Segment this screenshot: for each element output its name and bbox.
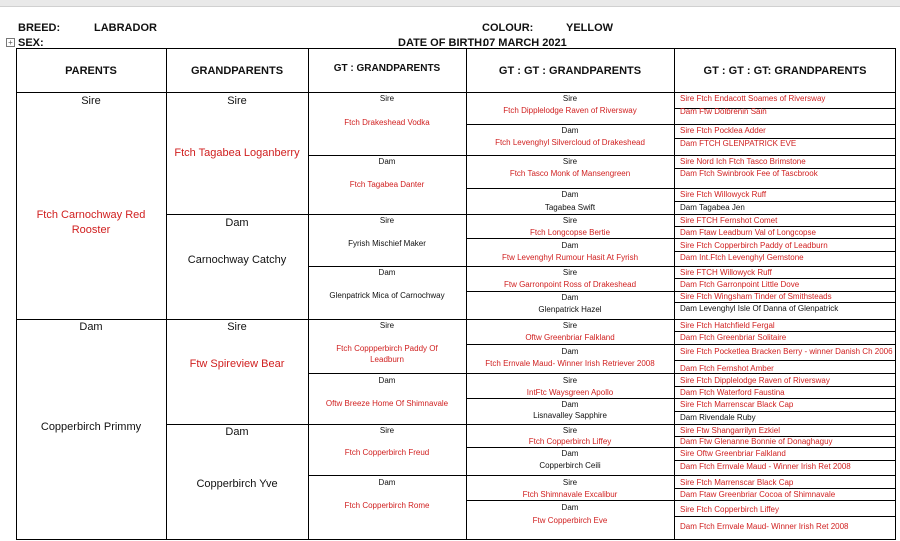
gggp-name: Oftw Greenbriar Falkland (525, 333, 615, 342)
row-line (674, 460, 896, 461)
gggg-entry: Sire Ftch Endacott Soames of Riversway (680, 94, 826, 103)
gggp-name: Tagabea Swift (544, 203, 596, 212)
gggp-role: Dam (561, 293, 579, 302)
breed-label: BREED: (18, 22, 61, 34)
gggp-role: Sire (562, 94, 578, 103)
gggp-split-line (466, 398, 896, 399)
gggp-role: Sire (562, 157, 578, 166)
col-divider (674, 48, 675, 540)
gggg-entry: Dam Rivendale Ruby (680, 413, 756, 422)
gggp-name: Lisnavalley Sapphire (533, 411, 607, 420)
gggp-role: Dam (561, 241, 579, 250)
ggp-name: Fyrish Mischief Maker (348, 239, 426, 248)
gp-role: Sire (227, 321, 247, 333)
expand-icon[interactable]: + (6, 38, 15, 47)
gggp-role: Dam (561, 190, 579, 199)
gp-split-line (166, 214, 896, 215)
gggp-name: Ftw Levenghyl Rumour Hasit At Fyrish (501, 253, 639, 262)
row-line (674, 516, 896, 517)
col-header-parents: PARENTS (65, 65, 117, 77)
gggg-entry: Sire Ftch Pocketlea Bracken Berry - winner Danish Ch 2006 (680, 347, 893, 356)
gggg-entry: Dam Ftch Fernshot Amber (680, 364, 774, 373)
gggg-entry: Sire Ftch Wingsham Tinder of Smithsteads (680, 292, 832, 301)
header-row-line (16, 92, 896, 93)
gggp-role: Sire (562, 426, 578, 435)
gggp-role: Dam (561, 126, 579, 135)
ggp-role: Dam (378, 268, 396, 277)
parent-dam-role: Dam (79, 321, 103, 333)
gggg-entry: Sire Ftch Marrenscar Black Cap (680, 400, 794, 409)
parent-dam-name: Copperbirch Primmy (40, 421, 142, 433)
col-divider (166, 48, 167, 540)
gggg-entry: Dam Int.Ftch Levenghyl Gemstone (680, 253, 804, 262)
gggg-entry: Dam Ftch Ernvale Maud- Winner Irish Ret 2008 (680, 522, 849, 531)
gggg-entry: Sire Oftw Greenbriar Falkland (680, 449, 786, 458)
ggp-role: Sire (379, 216, 395, 225)
gggp-name: Ftw Copperbirch Eve (532, 516, 608, 525)
gggg-entry: Dam Levenghyl Isle Of Danna of Glenpatrick (680, 304, 839, 313)
gggg-entry: Sire Ftch Copperbirch Liffey (680, 505, 780, 514)
gggp-split-line (466, 188, 896, 189)
ggp-role: Sire (379, 426, 395, 435)
ggp-name: Oftw Breeze Home Of Shimnavale (325, 399, 449, 408)
ggp-split-line (308, 155, 896, 156)
gggp-name: Ftch Tasco Monk of Mansengreen (509, 169, 631, 178)
gp-name: Ftw Spireview Bear (189, 358, 285, 370)
gggg-entry: Dam Ftaw Leadburn Val of Longcopse (680, 228, 816, 237)
gp-split-line (166, 424, 896, 425)
gggg-entry: Dam Ftch Ernvale Maud - Winner Irish Ret 2008 (680, 462, 851, 471)
dob-value: 07 MARCH 2021 (483, 37, 567, 49)
gggp-role: Sire (562, 216, 578, 225)
ggp-role: Dam (378, 376, 396, 385)
gggg-entry: Dam Ftch Greenbriar Solitaire (680, 333, 787, 342)
ggp-role: Sire (379, 321, 395, 330)
row-line (674, 278, 896, 279)
gggp-role: Sire (562, 478, 578, 487)
ggp-name: Glenpatrick Mica of Carnochway (329, 291, 445, 300)
sex-label: SEX: (18, 37, 44, 49)
parent-sire-role: Sire (81, 95, 101, 107)
gggp-split-line (466, 500, 896, 501)
colour-value: YELLOW (566, 22, 614, 34)
gggp-name: Glenpatrick Hazel (538, 305, 602, 314)
gp-name: Copperbirch Yve (196, 478, 278, 490)
gggg-entry: Sire Ftch Marrenscar Black Cap (680, 478, 794, 487)
gggp-split-line (466, 124, 896, 125)
gggg-entry: Dam Ftch Garronpoint Little Dove (680, 280, 800, 289)
gggg-entry: Dam Ftw Dolbrenin Sain (680, 107, 767, 116)
gggp-split-line (466, 447, 896, 448)
gggp-role: Dam (561, 347, 579, 356)
gggp-name: Ftch Ernvale Maud- Winner Irish Retriever 2008 (485, 359, 655, 368)
colour-label: COLOUR: (482, 22, 534, 34)
row-line (674, 302, 896, 303)
col-header-grandparents: GRANDPARENTS (190, 65, 284, 77)
ggp-role: Dam (378, 157, 396, 166)
row-line (674, 251, 896, 252)
gggp-role: Sire (562, 321, 578, 330)
gggp-role: Sire (562, 268, 578, 277)
ggp-name: Ftch Tagabea Danter (349, 180, 425, 189)
row-line (674, 331, 896, 332)
gggg-entry: Sire FTCH Willowyck Ruff (680, 268, 772, 277)
gggg-entry: Sire Nord Ich Ftch Tasco Brimstone (680, 157, 806, 166)
parent-sire-name: Ftch Carnochway Red Rooster (36, 209, 146, 236)
gggg-entry: Sire Ftch Willowyck Ruff (680, 190, 767, 199)
gggg-entry: Sire Ftch Pocklea Adder (680, 126, 766, 135)
gggg-entry: Dam Ftw Glenanne Bonnie of Donaghaguy (680, 437, 833, 446)
gggp-split-line (466, 238, 896, 239)
ggp-role: Dam (378, 478, 396, 487)
col-header-gt-gt-grandparents: GT : GT : GRANDPARENTS (498, 65, 642, 77)
gggg-entry: Sire Ftch Copperbirch Paddy of Leadburn (680, 241, 828, 250)
gggp-role: Dam (561, 449, 579, 458)
row-line (674, 411, 896, 412)
gggg-entry: Sire Ftch Hatchfield Fergal (680, 321, 775, 330)
gggg-entry: Sire Ftw Shangarrilyn Ezkiel (680, 426, 781, 435)
col-header-gt-grandparents: GT : GRANDPARENTS (333, 63, 441, 74)
row-line (674, 360, 896, 361)
row-line (674, 201, 896, 202)
breed-value: LABRADOR (94, 22, 157, 34)
gggp-role: Sire (562, 376, 578, 385)
gggg-entry: Dam Ftch Swinbrook Fee of Tascbrook (680, 169, 818, 178)
gggg-entry: Dam Ftaw Greenbriar Cocoa of Shimnavale (680, 490, 836, 499)
ggp-name: Ftch Coppperbirch Paddy Of Leadburn (336, 344, 438, 364)
ggp-role: Sire (379, 94, 395, 103)
ggp-name: Ftch Copperbirch Rome (344, 501, 430, 510)
top-toolbar-strip (0, 0, 900, 7)
row-line (674, 226, 896, 227)
ggp-name: Ftch Drakeshead Vodka (344, 118, 430, 127)
gggg-entry: Sire Ftch Dipplelodge Raven of Riversway (680, 376, 830, 385)
gggp-name: Ftch Copperbirch Liffey (528, 437, 612, 446)
gggp-name: Ftch Shimnavale Excalibur (522, 490, 618, 499)
gggp-split-line (466, 344, 896, 345)
gp-role: Sire (227, 95, 247, 107)
gggp-name: Ftw Garronpoint Ross of Drakeshead (503, 280, 637, 289)
gp-role: Dam (225, 426, 249, 438)
row-line (674, 488, 896, 489)
ggp-name: Ftch Copperbirch Freud (344, 448, 430, 457)
gggg-entry: Dam Ftch Waterford Faustina (680, 388, 785, 397)
gggp-name: Ftch Levenghyl Silvercloud of Drakeshead (495, 138, 645, 147)
ggp-split-line (308, 475, 896, 476)
ggp-split-line (308, 266, 896, 267)
col-header-gt-gt-gt-grandparents: GT : GT : GT: GRANDPARENTS (703, 65, 867, 77)
gp-name: Carnochway Catchy (187, 254, 287, 266)
gggp-name: Copperbirch Ceili (539, 461, 601, 470)
gggg-entry: Dam FTCH GLENPATRICK EVE (680, 139, 797, 148)
gggp-name: Ftch Dipplelodge Raven of Riversway (503, 106, 637, 115)
gggp-role: Dam (561, 400, 579, 409)
gggp-role: Dam (561, 503, 579, 512)
gp-role: Dam (225, 217, 249, 229)
parent-split-line (16, 319, 896, 320)
row-line (674, 386, 896, 387)
gggp-name: IntFtc Waysgreen Apollo (526, 388, 614, 397)
dob-label: DATE OF BIRTH: (398, 37, 486, 49)
gggg-entry: Dam Tagabea Jen (680, 203, 745, 212)
gggp-name: Ftch Longcopse Bertie (529, 228, 611, 237)
gggg-entry: Sire FTCH Fernshot Comet (680, 216, 778, 225)
gp-name: Ftch Tagabea Loganberry (174, 147, 300, 159)
